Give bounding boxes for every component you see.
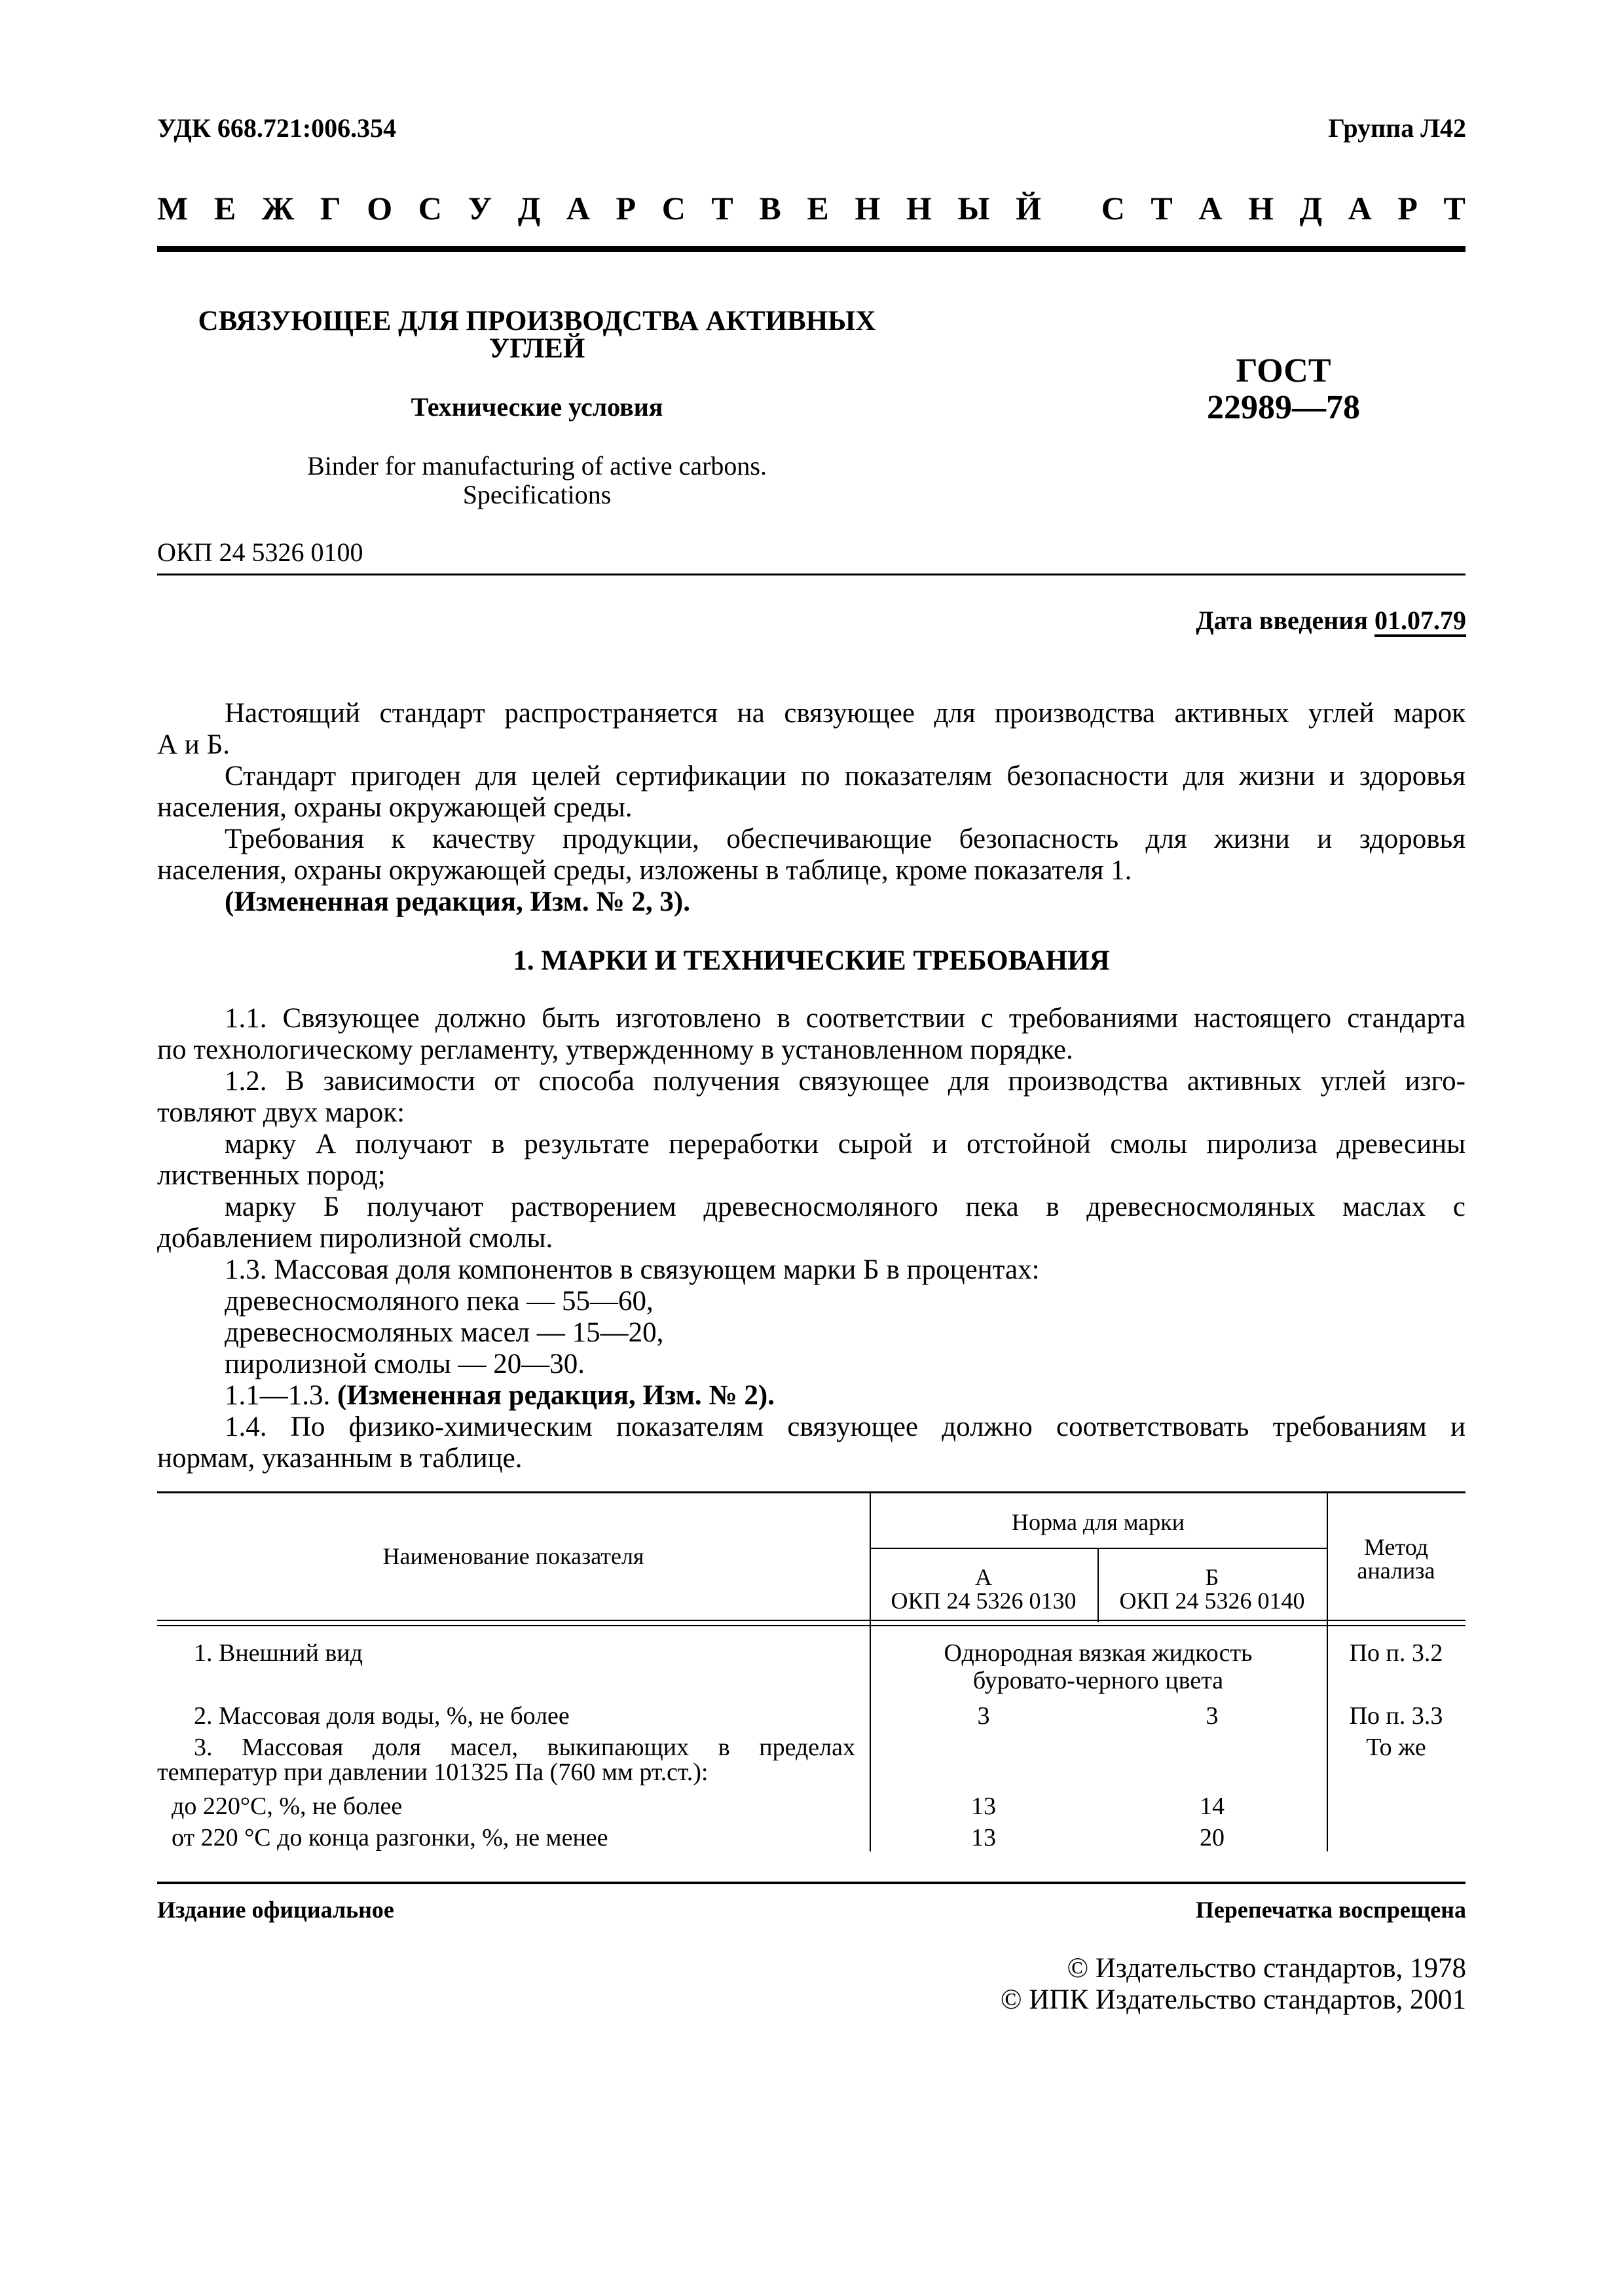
clause-1-3: 1.3. Массовая доля компонентов в связующем марки Б в процентах: [225, 1254, 1040, 1285]
intro-p2-line2: населения, охраны окружающей среды. [157, 792, 633, 823]
row-3a-mark-a: 13 [971, 1793, 996, 1820]
mark-b-line1: марку Б получают растворением древесносмоляного пека в древесносмоляных маслах с [225, 1192, 1465, 1222]
row-1-norm-line1: Однородная вязкая жидкость [944, 1639, 1253, 1667]
row-1-name: 1. Внешний вид [194, 1639, 363, 1667]
intro-p1-line1: Настоящий стандарт распространяется на связующее для производства активных углей марок [225, 698, 1465, 729]
clause-1-1-line1: 1.1. Связующее должно быть изготовлено в соответствии с требованиями настоящего стандарта [225, 1003, 1465, 1034]
row-1-method: По п. 3.2 [1349, 1639, 1443, 1667]
intro-p3-line2: населения, охраны окружающей среды, изложены в таблице, кроме показателя 1. [157, 855, 1132, 886]
banner-letter: Е [807, 190, 829, 227]
title-rule [157, 574, 1465, 575]
banner-letter: С [418, 190, 442, 227]
banner-letter: В [759, 190, 781, 227]
banner-letter: Ы [957, 190, 990, 227]
english-title-line-2: Specifications [462, 480, 612, 509]
title-line-2: УГЛЕЙ [488, 333, 585, 364]
banner-letter: О [367, 190, 393, 227]
banner-letter: Г [320, 190, 341, 227]
banner-rule [157, 246, 1465, 252]
copyright-2001: © ИПК Издательство стандартов, 2001 [1000, 1984, 1466, 2015]
row-3a-name: до 220°С, %, не более [172, 1793, 403, 1820]
effective-date-label: Дата введения [1196, 606, 1368, 635]
row-3b-mark-a: 13 [971, 1824, 996, 1851]
row-3-method: То же [1366, 1734, 1426, 1761]
component-3: пиролизной смолы — 20—30. [225, 1349, 585, 1379]
banner-letter: Д [517, 190, 541, 227]
banner-letter: А [1198, 190, 1223, 227]
row-3b-mark-b: 20 [1200, 1824, 1225, 1851]
effective-date-value: 01.07.79 [1374, 606, 1466, 635]
reprint-prohibited: Перепечатка воспрещена [1195, 1897, 1466, 1923]
table-header-rule-2 [157, 1625, 1465, 1626]
section-1-heading: 1. МАРКИ И ТЕХНИЧЕСКИЕ ТРЕБОВАНИЯ [513, 945, 1110, 976]
banner-letter: Ж [261, 190, 295, 227]
col-header-indicator: Наименование показателя [382, 1543, 644, 1569]
requirements-table [157, 1491, 1465, 1851]
mark-a-line1: марку А получают в результате переработки сырой и отстойной смолы пиролиза древесины [225, 1129, 1465, 1159]
clause-1-1-line2: по технологическому регламенту, утвержденному в установленном порядке. [157, 1034, 1073, 1065]
group-code: Группа Л42 [1328, 113, 1466, 143]
footer-rule [157, 1882, 1465, 1884]
table-top-rule [157, 1491, 1465, 1493]
banner-word-gap [1067, 190, 1076, 227]
subtitle: Технические условия [411, 392, 663, 422]
row-2-name: 2. Массовая доля воды, %, не более [194, 1702, 570, 1730]
standard-banner [157, 190, 1465, 227]
banner-letter: Р [616, 190, 636, 227]
intro-amendment: (Измененная редакция, Изм. № 2, 3). [225, 886, 690, 917]
row-2-method: По п. 3.3 [1349, 1702, 1443, 1730]
banner-letter: Н [1248, 190, 1274, 227]
row-3a-mark-b: 14 [1200, 1793, 1225, 1820]
row-2-mark-a: 3 [977, 1702, 990, 1730]
col-header-method-2: анализа [1357, 1558, 1435, 1584]
col-header-mark-a-okp: ОКП 24 5326 0130 [891, 1588, 1077, 1614]
banner-letter: Т [1443, 190, 1465, 227]
gost-number: 22989—78 [1207, 389, 1360, 426]
intro-p1-line2: А и Б. [157, 729, 230, 760]
banner-letter: С [661, 190, 686, 227]
udc-code: УДК 668.721:006.354 [157, 113, 397, 143]
col-header-mark-b-okp: ОКП 24 5326 0140 [1119, 1588, 1305, 1614]
banner-letter: Й [1016, 190, 1041, 227]
banner-letter: С [1101, 190, 1125, 227]
amendment-text: (Измененная редакция, Изм. № 2). [337, 1380, 775, 1411]
banner-letter: А [566, 190, 590, 227]
banner-letter: Т [1151, 190, 1173, 227]
col-header-norm: Норма для марки [1011, 1509, 1185, 1535]
row-3-name-line2: температур при давлении 101325 Па (760 мм рт.ст.): [157, 1758, 709, 1786]
mark-b-line2: добавлением пиролизной смолы. [157, 1223, 553, 1254]
col-header-mark-a: А [975, 1564, 992, 1590]
banner-letter: Р [1397, 190, 1418, 227]
okp-code: ОКП 24 5326 0100 [157, 538, 363, 567]
intro-p2-line1: Стандарт пригоден для целей сертификации по показателям безопасности для жизни и здоровья [225, 761, 1465, 792]
banner-letter: А [1348, 190, 1372, 227]
clause-1-1-1-3-amendment [225, 1380, 1465, 1412]
banner-letter: Н [855, 190, 881, 227]
title-line-1: СВЯЗУЮЩЕЕ ДЛЯ ПРОИЗВОДСТВА АКТИВНЫХ [198, 306, 876, 337]
mark-a-line2: лиственных пород; [157, 1160, 386, 1191]
row-2-mark-b: 3 [1206, 1702, 1219, 1730]
gost-label: ГОСТ [1236, 352, 1331, 390]
official-edition: Издание официальное [157, 1897, 394, 1923]
component-2: древесносмоляных масел — 15—20, [225, 1317, 664, 1348]
copyright-1978: © Издательство стандартов, 1978 [1067, 1953, 1466, 1984]
clause-1-4-line2: нормам, указанным в таблице. [157, 1443, 523, 1474]
banner-letter: Д [1299, 190, 1323, 227]
banner-letter: Т [711, 190, 733, 227]
banner-letter: М [157, 190, 189, 227]
table-header-rule [157, 1620, 1465, 1621]
effective-date [1196, 605, 1466, 636]
amendment-prefix: 1.1—1.3. [225, 1380, 331, 1411]
component-1: древесносмоляного пека — 55—60, [225, 1286, 654, 1317]
clause-1-4-line1: 1.4. По физико-химическим показателям связующее должно соответствовать требованиям и [225, 1412, 1465, 1442]
intro-p3-line1: Требования к качеству продукции, обеспечивающие безопасность для жизни и здоровья [225, 824, 1465, 854]
col-header-method-1: Метод [1363, 1534, 1429, 1560]
col-header-mark-b: Б [1205, 1564, 1219, 1590]
banner-letter: У [468, 190, 492, 227]
banner-letter: Н [906, 190, 932, 227]
row-3-name-line1: 3. Массовая доля масел, выкипающих в пределах [194, 1734, 855, 1761]
row-1-norm-line2: буровато-черного цвета [972, 1667, 1224, 1694]
clause-1-2-line1: 1.2. В зависимости от способа получения связующее для производства активных углей изго- [225, 1066, 1465, 1097]
english-title-line-1: Binder for manufacturing of active carbons. [307, 451, 767, 481]
clause-1-2-line2: товляют двух марок: [157, 1097, 405, 1128]
banner-letter: Е [213, 190, 236, 227]
row-3b-name: от 220 °С до конца разгонки, %, не менее [172, 1824, 608, 1851]
